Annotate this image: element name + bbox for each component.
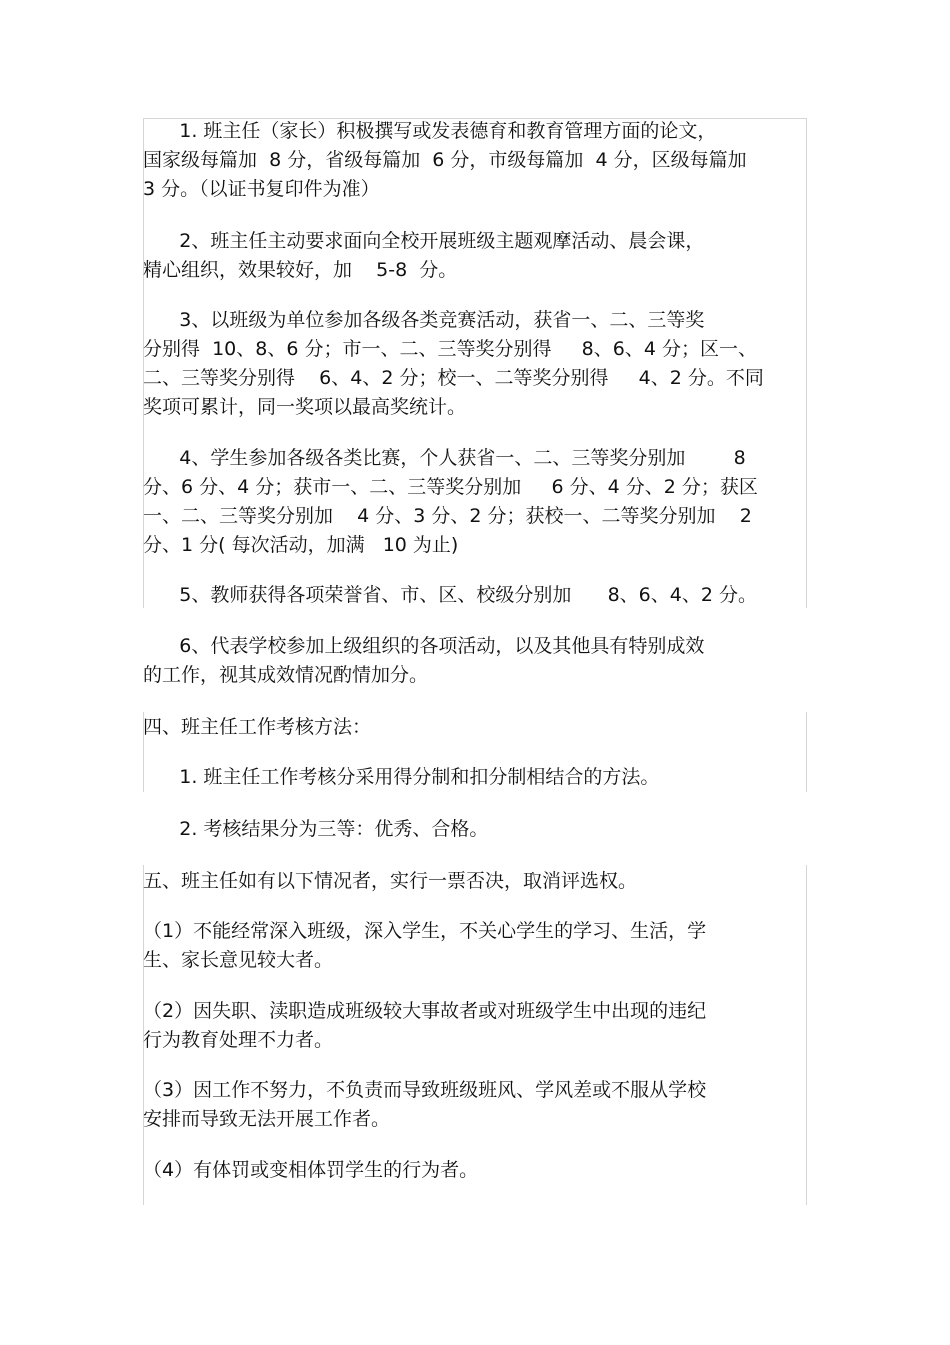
veto-item-2 [143,997,807,1055]
text-line: 3、以班级为单位参加各级各类竞赛活动，获省一、二、三等奖 [143,309,705,331]
heading-text: 五、班主任如有以下情况者，实行一票否决，取消评选权。 [143,870,638,892]
bonus-item-5 [143,581,807,610]
text-line: 奖项可累计，同一奖项以最高奖统计。 [143,396,467,418]
text-line: 4、学生参加各级各类比赛，个人获省一、二、三等奖分别加 8 [143,447,746,469]
text-line: 国家级每篇加 8 分，省级每篇加 6 分，市级每篇加 4 分，区级每篇加 [143,149,747,171]
section-4-heading [143,713,807,742]
text-line: 的工作，视其成效情况酌情加分。 [143,664,429,686]
bonus-item-4 [143,444,807,560]
text-line: （1）不能经常深入班级，深入学生，不关心学生的学习、生活，学 [143,920,707,942]
text-line: 5、教师获得各项荣誉省、市、区、校级分别加 8、6、4、2 分。 [143,584,757,606]
text-line: 分别得 10、8、6 分；市一、二、三等奖分别得 8、6、4 分；区一、 [143,338,757,360]
assessment-item-1 [143,763,807,792]
heading-text: 四、班主任工作考核方法： [143,716,372,738]
text-line: 行为教育处理不力者。 [143,1029,334,1051]
text-line: 2. 考核结果分为三等：优秀、合格。 [143,818,489,840]
text-line: （2）因失职、渎职造成班级较大事故者或对班级学生中出现的违纪 [143,1000,707,1022]
text-line: （3）因工作不努力，不负责而导致班级班风、学风差或不服从学校 [143,1079,707,1101]
bonus-item-6 [143,632,807,690]
text-line: 精心组织，效果较好，加 5-8 分。 [143,259,458,281]
text-line: 6、代表学校参加上级组织的各项活动，以及其他具有特别成效 [143,635,705,657]
text-line: 1. 班主任（家长）积极撰写或发表德育和教育管理方面的论文， [143,120,717,142]
section-5-heading [143,867,807,896]
text-line: 分、1 分( 每次活动，加满 10 为止) [143,534,459,556]
veto-item-4 [143,1156,807,1185]
veto-item-3 [143,1076,807,1134]
text-line: 1. 班主任工作考核分采用得分制和扣分制相结合的方法。 [143,766,660,788]
text-line: 3 分。（以证书复印件为准） [143,178,380,200]
text-line: （4）有体罚或变相体罚学生的行为者。 [143,1159,479,1181]
text-line: 生、家长意见较大者。 [143,949,334,971]
text-line: 安排而导致无法开展工作者。 [143,1108,391,1130]
text-line: 一、二、三等奖分别加 4 分、3 分、2 分；获校一、二等奖分别加 2 [143,505,752,527]
veto-item-1 [143,917,807,975]
text-line: 分、6 分、4 分；获市一、二、三等奖分别加 6 分、4 分、2 分；获区 [143,476,758,498]
text-line: 二、三等奖分别得 6、4、2 分；校一、二等奖分别得 4、2 分。不同 [143,367,764,389]
assessment-item-2 [143,815,807,844]
bonus-item-1 [143,117,807,204]
bonus-item-3 [143,306,807,422]
bonus-item-2 [143,227,807,285]
text-line: 2、班主任主动要求面向全校开展班级主题观摩活动、晨会课， [143,230,705,252]
